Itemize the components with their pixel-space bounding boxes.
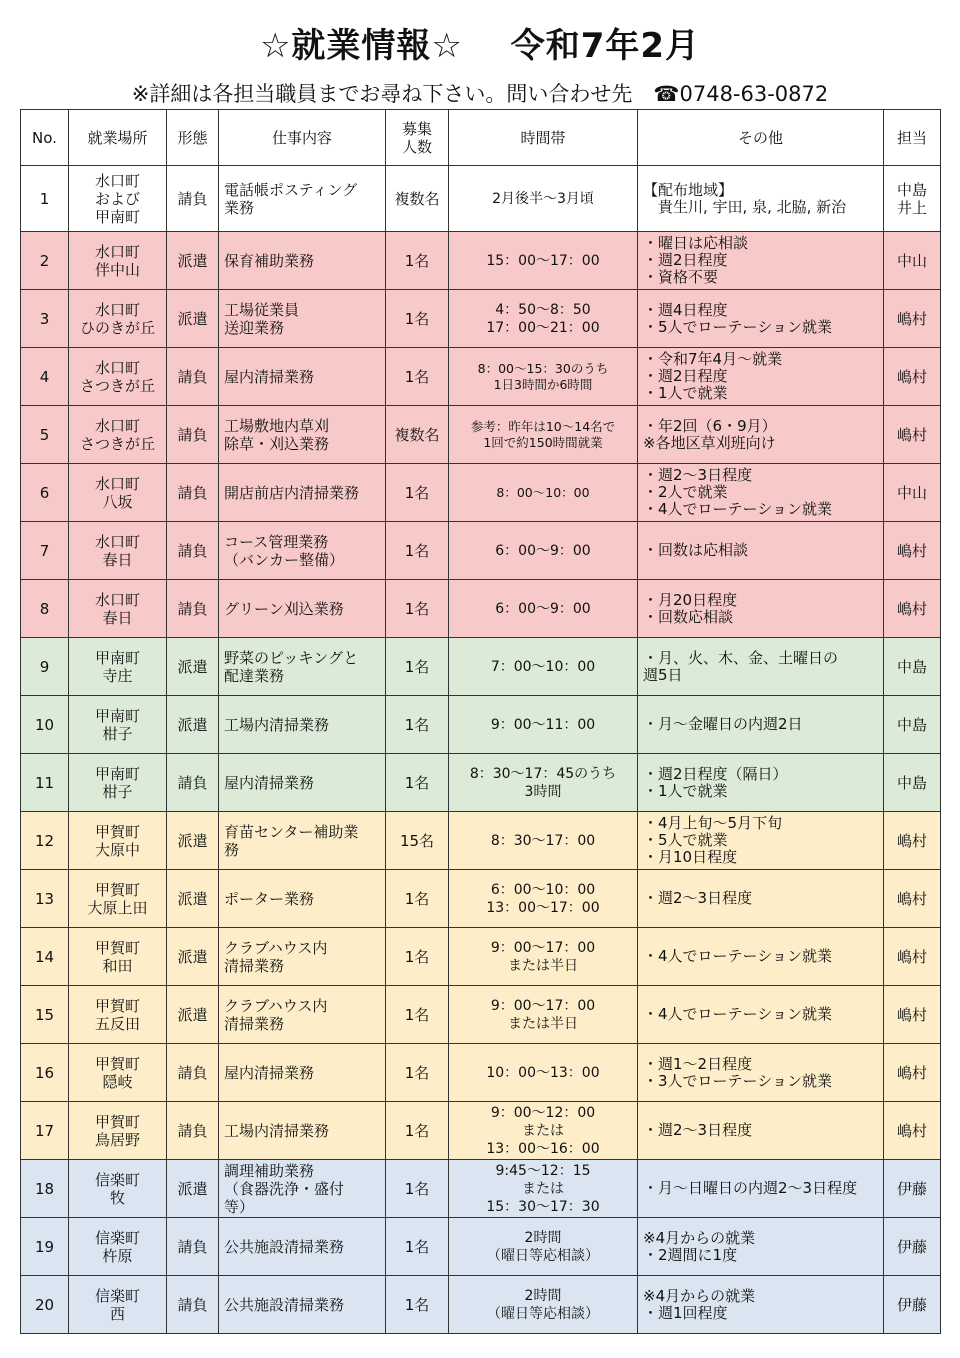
- cell-time: 15：00～17：00: [449, 232, 638, 290]
- cell-no: 20: [21, 1276, 69, 1334]
- cell-staff: 中山: [884, 464, 941, 522]
- cell-time: 2月後半～3月頃: [449, 166, 638, 232]
- cell-other: ・回数は応相談: [638, 522, 884, 580]
- cell-no: 14: [21, 928, 69, 986]
- table-row: [21, 1276, 941, 1334]
- cell-job: クラブハウス内 清掃業務: [219, 986, 386, 1044]
- cell-count: 1名: [386, 928, 449, 986]
- cell-count: 1名: [386, 1160, 449, 1218]
- cell-other: ・4人でローテーション就業: [638, 928, 884, 986]
- cell-count: 1名: [386, 1276, 449, 1334]
- cell-type: 請負: [167, 754, 219, 812]
- cell-other: ・月、火、木、金、土曜日の 週5日: [638, 638, 884, 696]
- cell-count: 1名: [386, 348, 449, 406]
- job-table: [20, 109, 941, 1334]
- cell-place: 水口町 伴中山: [69, 232, 167, 290]
- cell-other: ・曜日は応相談 ・週2日程度 ・資格不要: [638, 232, 884, 290]
- cell-count: 複数名: [386, 406, 449, 464]
- cell-staff: 嶋村: [884, 928, 941, 986]
- cell-place: 甲賀町 和田: [69, 928, 167, 986]
- cell-type: 請負: [167, 348, 219, 406]
- cell-time: 8：30～17：00: [449, 812, 638, 870]
- cell-staff: 嶋村: [884, 1102, 941, 1160]
- table-row: [21, 986, 941, 1044]
- cell-no: 6: [21, 464, 69, 522]
- cell-type: 請負: [167, 1102, 219, 1160]
- cell-job: 開店前店内清掃業務: [219, 464, 386, 522]
- cell-no: 15: [21, 986, 69, 1044]
- cell-count: 1名: [386, 580, 449, 638]
- cell-count: 1名: [386, 232, 449, 290]
- cell-type: 請負: [167, 464, 219, 522]
- cell-no: 2: [21, 232, 69, 290]
- table-row: [21, 522, 941, 580]
- cell-other: ・4人でローテーション就業: [638, 986, 884, 1044]
- cell-no: 18: [21, 1160, 69, 1218]
- cell-place: 信楽町 杵原: [69, 1218, 167, 1276]
- cell-place: 甲賀町 隠岐: [69, 1044, 167, 1102]
- cell-count: 15名: [386, 812, 449, 870]
- cell-type: 請負: [167, 1218, 219, 1276]
- cell-job: コース管理業務 （バンカー整備）: [219, 522, 386, 580]
- cell-no: 5: [21, 406, 69, 464]
- cell-time: 6：00～9：00: [449, 580, 638, 638]
- cell-staff: 嶋村: [884, 870, 941, 928]
- cell-job: 育苗センター補助業 務: [219, 812, 386, 870]
- table-row: [21, 928, 941, 986]
- header-job: 仕事内容: [219, 110, 386, 166]
- cell-staff: 嶋村: [884, 986, 941, 1044]
- cell-time: 8：30～17：45のうち 3時間: [449, 754, 638, 812]
- cell-staff: 伊藤: [884, 1160, 941, 1218]
- cell-place: 甲賀町 大原中: [69, 812, 167, 870]
- cell-place: 水口町 さつきが丘: [69, 348, 167, 406]
- cell-count: 1名: [386, 522, 449, 580]
- header-staff: 担当: [884, 110, 941, 166]
- cell-no: 4: [21, 348, 69, 406]
- cell-place: 甲南町 柑子: [69, 696, 167, 754]
- table-row: [21, 754, 941, 812]
- cell-no: 19: [21, 1218, 69, 1276]
- header-no: No.: [21, 110, 69, 166]
- cell-staff: 中島 井上: [884, 166, 941, 232]
- cell-other: ・週4日程度 ・5人でローテーション就業: [638, 290, 884, 348]
- cell-staff: 中島: [884, 754, 941, 812]
- table-row: [21, 638, 941, 696]
- cell-type: 請負: [167, 1276, 219, 1334]
- cell-count: 1名: [386, 870, 449, 928]
- cell-staff: 嶋村: [884, 348, 941, 406]
- cell-place: 水口町 春日: [69, 522, 167, 580]
- cell-staff: 嶋村: [884, 406, 941, 464]
- table-row: [21, 290, 941, 348]
- cell-type: 派遣: [167, 928, 219, 986]
- cell-place: 水口町 春日: [69, 580, 167, 638]
- cell-other: ・週2～3日程度 ・2人で就業 ・4人でローテーション就業: [638, 464, 884, 522]
- cell-other: ・週2～3日程度: [638, 1102, 884, 1160]
- cell-job: 工場従業員 送迎業務: [219, 290, 386, 348]
- cell-staff: 中山: [884, 232, 941, 290]
- cell-job: 電話帳ポスティング 業務: [219, 166, 386, 232]
- cell-type: 請負: [167, 522, 219, 580]
- cell-job: グリーン刈込業務: [219, 580, 386, 638]
- cell-type: 請負: [167, 1044, 219, 1102]
- cell-job: 屋内清掃業務: [219, 348, 386, 406]
- cell-time: 6：00～10：00 13：00～17：00: [449, 870, 638, 928]
- cell-place: 甲賀町 五反田: [69, 986, 167, 1044]
- cell-no: 8: [21, 580, 69, 638]
- cell-staff: 嶋村: [884, 1044, 941, 1102]
- cell-no: 13: [21, 870, 69, 928]
- cell-other: ・月～金曜日の内週2日: [638, 696, 884, 754]
- cell-time: 参考：昨年は10～14名で 1回で約150時間就業: [449, 406, 638, 464]
- cell-type: 派遣: [167, 870, 219, 928]
- cell-count: 1名: [386, 464, 449, 522]
- cell-type: 派遣: [167, 986, 219, 1044]
- cell-count: 複数名: [386, 166, 449, 232]
- cell-count: 1名: [386, 1102, 449, 1160]
- cell-place: 水口町 さつきが丘: [69, 406, 167, 464]
- table-row: [21, 348, 941, 406]
- cell-type: 派遣: [167, 290, 219, 348]
- cell-other: ・年2回（6・9月） ※各地区草刈班向け: [638, 406, 884, 464]
- cell-no: 1: [21, 166, 69, 232]
- cell-type: 派遣: [167, 232, 219, 290]
- cell-type: 請負: [167, 406, 219, 464]
- cell-job: クラブハウス内 清掃業務: [219, 928, 386, 986]
- table-row: [21, 870, 941, 928]
- cell-job: 工場内清掃業務: [219, 696, 386, 754]
- cell-no: 11: [21, 754, 69, 812]
- cell-count: 1名: [386, 696, 449, 754]
- cell-count: 1名: [386, 1044, 449, 1102]
- cell-type: 派遣: [167, 696, 219, 754]
- cell-job: 公共施設清掃業務: [219, 1276, 386, 1334]
- cell-staff: 伊藤: [884, 1276, 941, 1334]
- cell-time: 6：00～9：00: [449, 522, 638, 580]
- cell-time: 8：00～15：30のうち 1日3時間か6時間: [449, 348, 638, 406]
- cell-no: 16: [21, 1044, 69, 1102]
- cell-other: ※4月からの就業 ・2週間に1度: [638, 1218, 884, 1276]
- cell-type: 派遣: [167, 812, 219, 870]
- cell-no: 9: [21, 638, 69, 696]
- table-row: [21, 812, 941, 870]
- header-other: その他: [638, 110, 884, 166]
- cell-no: 3: [21, 290, 69, 348]
- cell-time: 2時間 （曜日等応相談）: [449, 1276, 638, 1334]
- cell-staff: 中島: [884, 638, 941, 696]
- cell-other: ・週2日程度（隔日） ・1人で就業: [638, 754, 884, 812]
- cell-time: 9：00～17：00 または半日: [449, 986, 638, 1044]
- cell-count: 1名: [386, 1218, 449, 1276]
- cell-place: 甲賀町 鳥居野: [69, 1102, 167, 1160]
- cell-other: ・月20日程度 ・回数応相談: [638, 580, 884, 638]
- cell-job: 保育補助業務: [219, 232, 386, 290]
- cell-count: 1名: [386, 638, 449, 696]
- table-row: [21, 1044, 941, 1102]
- cell-place: 甲賀町 大原上田: [69, 870, 167, 928]
- cell-no: 7: [21, 522, 69, 580]
- cell-no: 10: [21, 696, 69, 754]
- table-row: [21, 232, 941, 290]
- cell-staff: 嶋村: [884, 580, 941, 638]
- table-row: [21, 1160, 941, 1218]
- cell-count: 1名: [386, 986, 449, 1044]
- cell-job: 工場敷地内草刈 除草・刈込業務: [219, 406, 386, 464]
- cell-other: ・月～日曜日の内週2～3日程度: [638, 1160, 884, 1218]
- cell-staff: 嶋村: [884, 812, 941, 870]
- cell-time: 7：00～10：00: [449, 638, 638, 696]
- cell-place: 水口町 および 甲南町: [69, 166, 167, 232]
- cell-job: 屋内清掃業務: [219, 754, 386, 812]
- cell-no: 12: [21, 812, 69, 870]
- cell-time: 9：00～12：00 または 13：00～16：00: [449, 1102, 638, 1160]
- cell-time: 8：00～10：00: [449, 464, 638, 522]
- cell-staff: 伊藤: [884, 1218, 941, 1276]
- cell-job: ポーター業務: [219, 870, 386, 928]
- header-count: 募集 人数: [386, 110, 449, 166]
- cell-time: 2時間 （曜日等応相談）: [449, 1218, 638, 1276]
- cell-staff: 嶋村: [884, 290, 941, 348]
- cell-type: 請負: [167, 166, 219, 232]
- cell-count: 1名: [386, 754, 449, 812]
- cell-place: 信楽町 西: [69, 1276, 167, 1334]
- header-type: 形態: [167, 110, 219, 166]
- cell-count: 1名: [386, 290, 449, 348]
- cell-job: 公共施設清掃業務: [219, 1218, 386, 1276]
- cell-place: 水口町 ひのきが丘: [69, 290, 167, 348]
- cell-time: 10：00～13：00: [449, 1044, 638, 1102]
- cell-job: 調理補助業務 （食器洗浄・盛付 等）: [219, 1160, 386, 1218]
- table-header-row: [21, 110, 941, 166]
- cell-type: 派遣: [167, 638, 219, 696]
- cell-other: 【配布地域】 貴生川, 宇田, 泉, 北脇, 新治: [638, 166, 884, 232]
- cell-type: 派遣: [167, 1160, 219, 1218]
- table-row: [21, 696, 941, 754]
- page-title: ☆就業情報☆ 令和7年2月: [259, 26, 701, 66]
- cell-job: 屋内清掃業務: [219, 1044, 386, 1102]
- table-row: [21, 580, 941, 638]
- cell-job: 野菜のピッキングと 配達業務: [219, 638, 386, 696]
- cell-no: 17: [21, 1102, 69, 1160]
- cell-time: 9:45～12：15 または 15：30～17：30: [449, 1160, 638, 1218]
- cell-place: 信楽町 牧: [69, 1160, 167, 1218]
- cell-other: ・週1～2日程度 ・3人でローテーション就業: [638, 1044, 884, 1102]
- table-row: [21, 166, 941, 232]
- header-time: 時間帯: [449, 110, 638, 166]
- cell-other: ・週2～3日程度: [638, 870, 884, 928]
- cell-job: 工場内清掃業務: [219, 1102, 386, 1160]
- table-row: [21, 1102, 941, 1160]
- cell-place: 甲南町 柑子: [69, 754, 167, 812]
- cell-place: 水口町 八坂: [69, 464, 167, 522]
- cell-time: 9：00～17：00 または半日: [449, 928, 638, 986]
- cell-staff: 嶋村: [884, 522, 941, 580]
- table-row: [21, 1218, 941, 1276]
- contact-note: ※詳細は各担当職員までお尋ね下さい。問い合わせ先 ☎0748-63-0872: [131, 82, 829, 106]
- cell-place: 甲南町 寺庄: [69, 638, 167, 696]
- table-row: [21, 464, 941, 522]
- cell-other: ・4月上旬～5月下旬 ・5人で就業 ・月10日程度: [638, 812, 884, 870]
- cell-time: 4：50～8：50 17：00～21：00: [449, 290, 638, 348]
- table-row: [21, 406, 941, 464]
- header-place: 就業場所: [69, 110, 167, 166]
- cell-type: 請負: [167, 580, 219, 638]
- cell-staff: 中島: [884, 696, 941, 754]
- cell-other: ・令和7年4月～就業 ・週2日程度 ・1人で就業: [638, 348, 884, 406]
- cell-other: ※4月からの就業 ・週1回程度: [638, 1276, 884, 1334]
- cell-time: 9：00～11：00: [449, 696, 638, 754]
